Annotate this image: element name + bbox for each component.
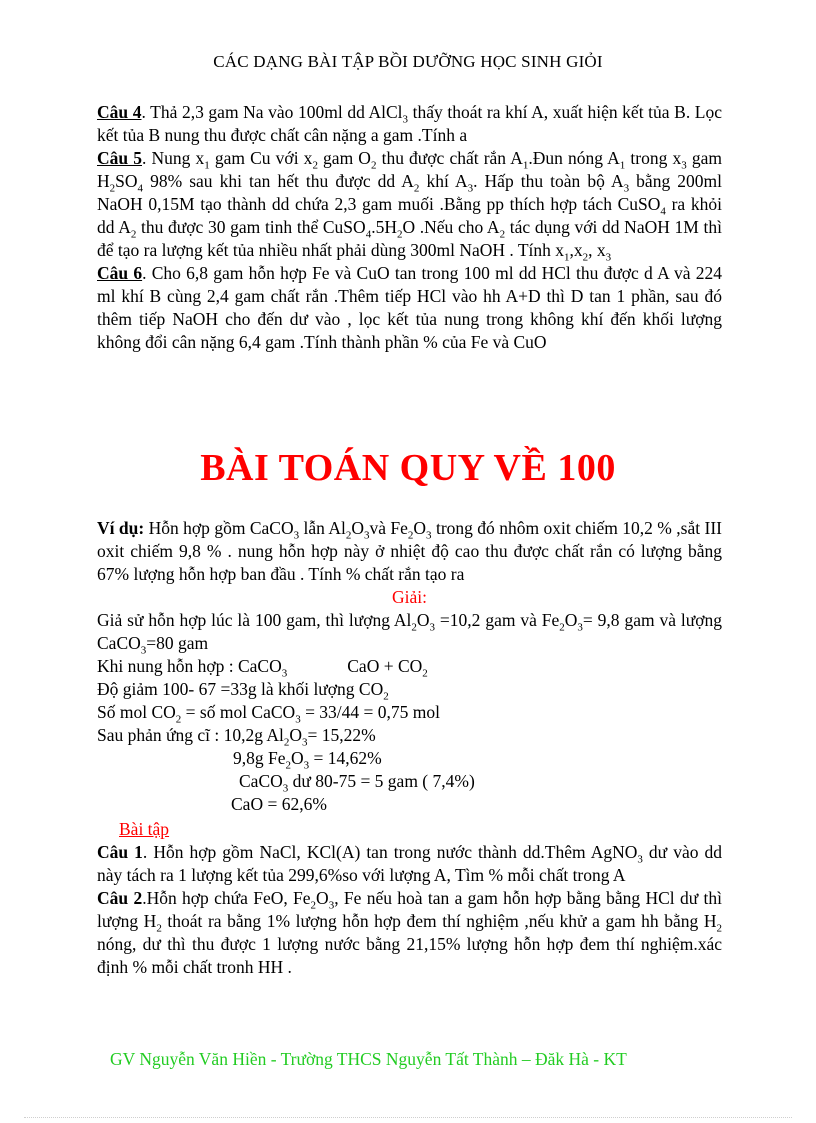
solution-line-3: Độ giảm 100- 67 =33g là khối lượng $CO_2$: [97, 679, 389, 703]
solution-line-7: CaCO$_3$ dư 80-75 = 5 gam ( 7,4%): [239, 771, 475, 795]
question-6: Câu 6. Cho 6,8 gam hỗn hợp Fe và CuO tan trong 100 ml dd HCl thu được d A và 224 ml khí B cùng 2,4 gam chất rắn .Thêm tiếp HCl vào hh A+D thì D tan 1 phần, sau đó thêm tiếp NaOH cho đến dư vào , lọc kết tủa nung trong không khí đến khối lượng không đổi cân nặng 6,4 gam .Tính thành phần % của Fe và CuO: [97, 263, 722, 352]
solution-line-6: 9,8g $Fe_2O_3 = 14,62\%$: [233, 748, 382, 772]
exercises-label: Bài tập: [119, 819, 170, 839]
question-5: Câu 5. Nung $x_1$ gam Cu với $x_2$ gam $O_2$ thu được chất rắn $A_1.Đun$ nóng $A_1$ trong $x_3$ gam $H_2SO_4$ 98% sau khi tan hết thu được dd $A_2$ khí $A_3$. Hấp thu toàn bộ $A_3$ bằng 200ml NaOH 0,15M tạo thành dd chứa 2,3 gam muối .Bằng pp thích hợp tách CuSO$_4$ ra khỏi dd $A_2$ thu được 30 gam tinh thể $CuSO_4.5H_2O$ .Nếu cho $A_2$ tác dụng với dd NaOH 1M thì để tạo ra lượng kết tủa nhiều nhất phải dùng 300ml NaOH . Tính $x_1,x_2$, $x_3$: [97, 148, 722, 264]
solution-line-4: Số mol $CO_2$ = số mol CaCO$_3$ = 33/44 = 0,75 mol: [97, 702, 441, 726]
solution-line-8: CaO = 62,6%: [231, 794, 327, 814]
question-label: Câu 6: [97, 263, 143, 283]
top-problems: [97, 101, 722, 354]
main-title: BÀI TOÁN QUY VỀ 100: [200, 447, 616, 489]
example-label: Ví dụ:: [97, 518, 145, 538]
solution-line-1: Giả sử hỗn hợp lúc là 100 gam, thì lượng $Al_2O_3 =10,2$ gam và $Fe_2O_3= 9,8$ gam và lượng CaCO$_3$=80 gam: [97, 610, 722, 657]
question-label: Câu 4: [97, 102, 142, 122]
solution-label: Giải:: [392, 587, 427, 607]
example-statement: Ví dụ: Hỗn hợp gồm CaCO$_3$ lẫn $Al_2O_3và$ $Fe_2O_3$ trong đó nhôm oxit chiếm 10,2 % ,sắt III oxit chiếm 9,8 % . nung hỗn hợp này ở nhiệt độ cao thu được chất rắn có lượng bằng 67% lượng hỗn hợp ban đầu . Tính % chất rắn tạo ra: [97, 518, 722, 584]
solution-line-2: Khi nung hỗn hợp : CaCO$_3$ CaO + $CO_2$: [97, 656, 428, 680]
question-label: Câu 5: [97, 148, 142, 168]
example-section: [97, 517, 722, 979]
solution-line-5: Sau phản ứng cĩ : 10,2g $Al_2O_3= 15,22\%$: [97, 725, 376, 749]
page-header: CÁC DẠNG BÀI TẬP BỒI DƯỠNG HỌC SINH GIỎI: [213, 52, 603, 71]
page-bottom-divider: [24, 1117, 792, 1118]
footer-credit: GV Nguyễn Văn Hiền - Trường THCS Nguyễn Tất Thành – Đăk Hà - KT: [110, 1049, 627, 1069]
exercise-2: Câu 2.Hỗn hợp chứa FeO, $Fe_2O_3$, Fe nếu hoà tan a gam hỗn hợp bằng bằng HCl dư thì lượng $H_2$ thoát ra bằng 1% lượng hỗn hợp đem thí nghiệm ,nếu khử a gam hh bằng $H_2$ nóng, dư thì thu được 1 lượng nước bằng 21,15% lượng hỗn hợp đem thí nghiệm.xác định % mỗi chất tronh HH .: [97, 888, 722, 977]
exercise-1: Câu 1. Hỗn hợp gồm NaCl, KCl(A) tan trong nước thành dd.Thêm AgNO$_3$ dư vào dd này tách ra 1 lượng kết tủa 299,6%so với lượng A, Tìm % mỗi chất trong A: [97, 842, 722, 885]
question-4: Câu 4. Thả 2,3 gam Na vào 100ml dd AlCl$_3$ thấy thoát ra khí A, xuất hiện kết tủa B. Lọc kết tủa B nung thu được chất cân nặng a gam .Tính a: [97, 102, 722, 145]
exercise-label: Câu 1: [97, 842, 143, 862]
exercise-label: Câu 2: [97, 888, 143, 908]
